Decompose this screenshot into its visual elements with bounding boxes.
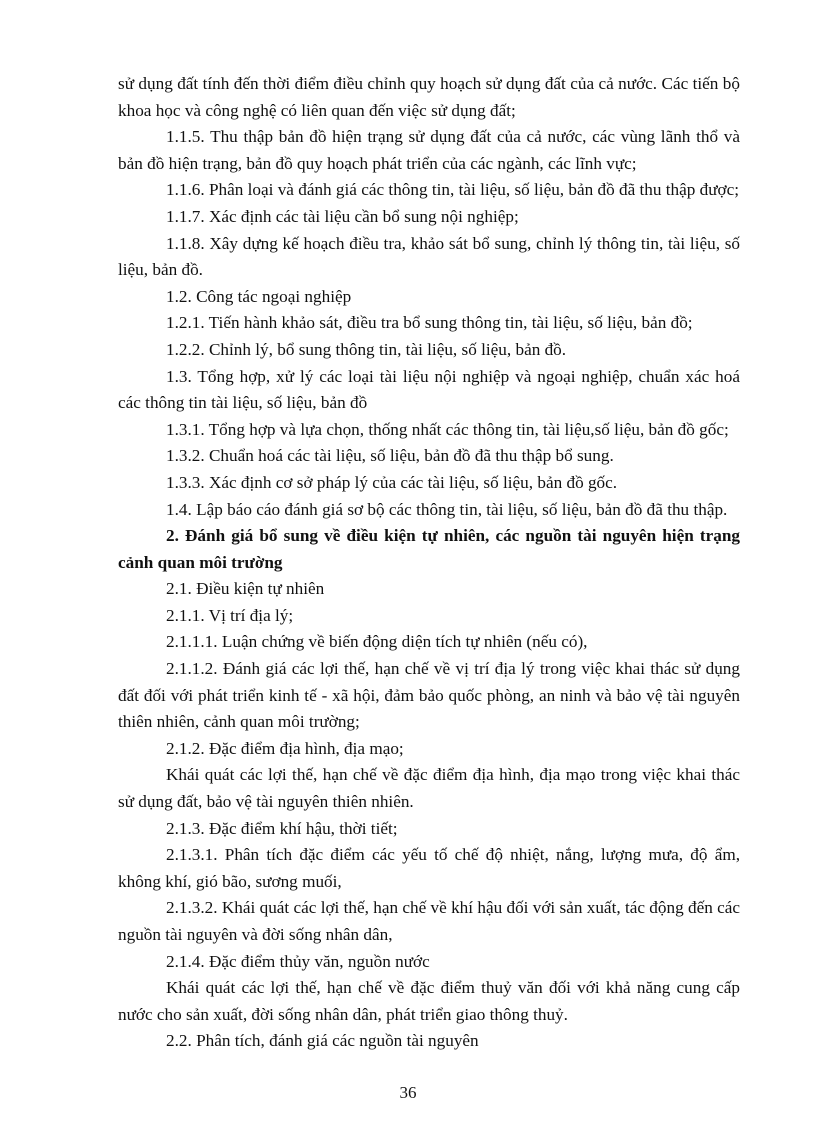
- paragraph: 1.3. Tổng hợp, xử lý các loại tài liệu nội nghiệp và ngoại nghiệp, chuẩn xác hoá các thông tin tài liệu, số liệu, bản đồ: [118, 366, 740, 413]
- paragraph: Khái quát các lợi thế, hạn chế về đặc điểm thuỷ văn đối với khả năng cung cấp nước cho sản xuất, đời sống nhân dân, phát triển giao thông thuỷ.: [118, 978, 740, 1024]
- paragraph: 1.4. Lập báo cáo đánh giá sơ bộ các thông tin, tài liệu, số liệu, bản đồ đã thu thập.: [166, 499, 728, 519]
- paragraph: 2.1. Điều kiện tự nhiên: [166, 579, 325, 599]
- paragraph: 2.1.1.1. Luận chứng về biến động diện tích tự nhiên (nếu có),: [166, 632, 588, 652]
- paragraph: 1.2. Công tác ngoại nghiệp: [166, 286, 352, 306]
- section-heading: 2. Đánh giá bổ sung về điều kiện tự nhiên, các nguồn tài nguyên hiện trạng cảnh quan môi trường: [118, 526, 740, 572]
- paragraph: 2.1.3.1. Phân tích đặc điểm các yếu tố chế độ nhiệt, nắng, lượng mưa, độ ẩm, không khí, gió bão, sương muối,: [118, 845, 740, 891]
- paragraph: 1.2.1. Tiến hành khảo sát, điều tra bổ sung thông tin, tài liệu, số liệu, bản đồ;: [166, 313, 693, 333]
- paragraph: 2.1.4. Đặc điểm thủy văn, nguồn nước: [166, 951, 430, 971]
- paragraph: 1.3.1. Tổng hợp và lựa chọn, thống nhất các thông tin, tài liệu,số liệu, bản đồ gốc;: [166, 419, 729, 439]
- paragraph: 2.2. Phân tích, đánh giá các nguồn tài nguyên: [166, 1031, 479, 1051]
- paragraph: 2.1.2. Đặc điểm địa hình, địa mạo;: [166, 738, 404, 758]
- paragraph: 1.1.7. Xác định các tài liệu cần bổ sung nội nghiệp;: [166, 206, 519, 226]
- paragraph: 1.1.6. Phân loại và đánh giá các thông tin, tài liệu, số liệu, bản đồ đã thu thập được;: [166, 180, 740, 200]
- paragraph: 1.3.3. Xác định cơ sở pháp lý của các tài liệu, số liệu, bản đồ gốc.: [166, 472, 618, 492]
- paragraph: 2.1.3.2. Khái quát các lợi thế, hạn chế về khí hậu đối với sản xuất, tác động đến các nguồn tài nguyên và đời sống nhân dân,: [118, 898, 740, 944]
- paragraph: sử dụng đất tính đến thời điểm điều chỉnh quy hoạch sử dụng đất của cả nước. Các tiến bộ khoa học và công nghệ có liên quan đến việc sử dụng đất;: [118, 74, 740, 120]
- paragraph: 2.1.1. Vị trí địa lý;: [166, 605, 294, 625]
- paragraph: 2.1.3. Đặc điểm khí hậu, thời tiết;: [166, 818, 398, 838]
- paragraph: Khái quát các lợi thế, hạn chế về đặc điểm địa hình, địa mạo trong việc khai thác sử dụng đất, bảo vệ tài nguyên thiên nhiên.: [118, 765, 740, 812]
- paragraph: 2.1.1.2. Đánh giá các lợi thế, hạn chế về vị trí địa lý trong việc khai thác sử dụng đất đối với phát triển kinh tế - xã hội, đảm bảo quốc phòng, an ninh và bảo vệ tài nguyên thiên nhiên, cảnh quan môi trường;: [118, 659, 740, 732]
- paragraph: 1.3.2. Chuẩn hoá các tài liệu, số liệu, bản đồ đã thu thập bổ sung.: [166, 446, 614, 466]
- paragraph: 1.1.8. Xây dựng kế hoạch điều tra, khảo sát bổ sung, chỉnh lý thông tin, tài liệu, số liệu, bản đồ.: [118, 233, 740, 280]
- document-body: [118, 71, 740, 1055]
- page-number: 36: [399, 1083, 417, 1102]
- paragraph: 1.1.5. Thu thập bản đồ hiện trạng sử dụng đất của cả nước, các vùng lãnh thổ và bản đồ hiện trạng, bản đồ quy hoạch phát triển của các ngành, các lĩnh vực;: [118, 127, 740, 173]
- paragraph: 1.2.2. Chỉnh lý, bổ sung thông tin, tài liệu, số liệu, bản đồ.: [166, 339, 567, 359]
